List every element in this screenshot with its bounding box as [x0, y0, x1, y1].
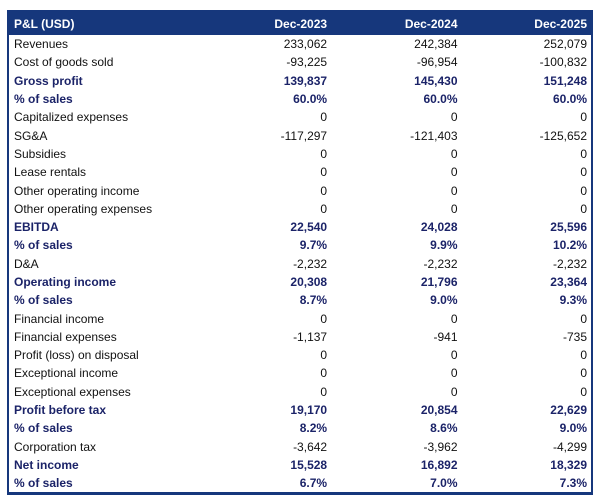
cell-value: 60.0%: [331, 90, 461, 108]
cell-value: -125,652: [462, 126, 592, 144]
cell-value: 9.3%: [462, 291, 592, 309]
cell-value: 8.2%: [201, 419, 331, 437]
cell-value: 0: [331, 108, 461, 126]
cell-value: 19,170: [201, 401, 331, 419]
table-row: [8, 328, 592, 346]
cell-value: -2,232: [462, 255, 592, 273]
row-label: Corporation tax: [8, 438, 201, 456]
row-label: Exceptional income: [8, 364, 201, 382]
row-label: Financial income: [8, 309, 201, 327]
row-label: Revenues: [8, 35, 201, 53]
cell-value: 0: [331, 383, 461, 401]
row-label: Operating income: [8, 273, 201, 291]
table-row: [8, 438, 592, 456]
row-label: Profit before tax: [8, 401, 201, 419]
row-label: Subsidies: [8, 145, 201, 163]
cell-value: -4,299: [462, 438, 592, 456]
cell-value: 0: [201, 200, 331, 218]
table-row: [8, 273, 592, 291]
cell-value: 60.0%: [201, 90, 331, 108]
pnl-table-header: [8, 11, 592, 35]
cell-value: 0: [462, 181, 592, 199]
row-label: Other operating income: [8, 181, 201, 199]
cell-value: 0: [201, 108, 331, 126]
cell-value: 24,028: [331, 218, 461, 236]
cell-value: 7.0%: [331, 474, 461, 494]
cell-value: 22,629: [462, 401, 592, 419]
table-row: [8, 309, 592, 327]
cell-value: 0: [201, 181, 331, 199]
cell-value: 0: [462, 108, 592, 126]
cell-value: -100,832: [462, 53, 592, 71]
cell-value: 0: [331, 145, 461, 163]
row-label: SG&A: [8, 126, 201, 144]
cell-value: 0: [331, 200, 461, 218]
cell-value: 0: [462, 346, 592, 364]
header-row: [8, 11, 592, 35]
cell-value: 0: [331, 181, 461, 199]
header-cell-period: Dec-2024: [331, 11, 461, 35]
cell-value: 23,364: [462, 273, 592, 291]
cell-value: 0: [331, 364, 461, 382]
cell-value: -93,225: [201, 53, 331, 71]
cell-value: 9.9%: [331, 236, 461, 254]
table-row: [8, 255, 592, 273]
cell-value: 0: [201, 383, 331, 401]
table-row: [8, 200, 592, 218]
cell-value: 0: [201, 364, 331, 382]
table-row: [8, 181, 592, 199]
table-row: [8, 456, 592, 474]
table-row: [8, 218, 592, 236]
pnl-table: [7, 10, 593, 495]
row-label: Net income: [8, 456, 201, 474]
cell-value: 0: [462, 163, 592, 181]
cell-value: 0: [462, 364, 592, 382]
header-cell-title: P&L (USD): [8, 11, 201, 35]
cell-value: 0: [331, 309, 461, 327]
row-label: Lease rentals: [8, 163, 201, 181]
cell-value: 151,248: [462, 72, 592, 90]
cell-value: 18,329: [462, 456, 592, 474]
table-row: [8, 401, 592, 419]
table-row: [8, 291, 592, 309]
table-row: [8, 474, 592, 494]
cell-value: 8.6%: [331, 419, 461, 437]
row-label: Profit (loss) on disposal: [8, 346, 201, 364]
table-row: [8, 383, 592, 401]
row-label: D&A: [8, 255, 201, 273]
cell-value: -121,403: [331, 126, 461, 144]
cell-value: 8.7%: [201, 291, 331, 309]
cell-value: -941: [331, 328, 461, 346]
table-row: [8, 72, 592, 90]
row-label: % of sales: [8, 236, 201, 254]
cell-value: 0: [462, 309, 592, 327]
cell-value: -96,954: [331, 53, 461, 71]
cell-value: -117,297: [201, 126, 331, 144]
table-row: [8, 163, 592, 181]
cell-value: 10.2%: [462, 236, 592, 254]
table-row: [8, 419, 592, 437]
row-label: Financial expenses: [8, 328, 201, 346]
cell-value: 20,308: [201, 273, 331, 291]
table-row: [8, 364, 592, 382]
cell-value: 0: [201, 163, 331, 181]
cell-value: 9.0%: [331, 291, 461, 309]
cell-value: 139,837: [201, 72, 331, 90]
cell-value: 233,062: [201, 35, 331, 53]
table-row: [8, 236, 592, 254]
cell-value: 15,528: [201, 456, 331, 474]
cell-value: 22,540: [201, 218, 331, 236]
cell-value: 20,854: [331, 401, 461, 419]
cell-value: 0: [201, 309, 331, 327]
table-row: [8, 53, 592, 71]
table-row: [8, 90, 592, 108]
cell-value: -2,232: [201, 255, 331, 273]
table-row: [8, 35, 592, 53]
cell-value: 9.0%: [462, 419, 592, 437]
cell-value: -735: [462, 328, 592, 346]
cell-value: 0: [201, 346, 331, 364]
row-label: % of sales: [8, 419, 201, 437]
row-label: % of sales: [8, 474, 201, 494]
cell-value: -1,137: [201, 328, 331, 346]
cell-value: 145,430: [331, 72, 461, 90]
row-label: Gross profit: [8, 72, 201, 90]
cell-value: 6.7%: [201, 474, 331, 494]
row-label: EBITDA: [8, 218, 201, 236]
cell-value: -3,642: [201, 438, 331, 456]
header-cell-period: Dec-2025: [462, 11, 592, 35]
cell-value: 252,079: [462, 35, 592, 53]
row-label: Capitalized expenses: [8, 108, 201, 126]
row-label: Cost of goods sold: [8, 53, 201, 71]
pnl-table-container: [7, 10, 593, 495]
row-label: % of sales: [8, 291, 201, 309]
header-cell-period: Dec-2023: [201, 11, 331, 35]
cell-value: 0: [201, 145, 331, 163]
cell-value: 16,892: [331, 456, 461, 474]
row-label: Exceptional expenses: [8, 383, 201, 401]
cell-value: 0: [462, 383, 592, 401]
table-row: [8, 126, 592, 144]
cell-value: 7.3%: [462, 474, 592, 494]
cell-value: 0: [331, 346, 461, 364]
table-row: [8, 346, 592, 364]
table-row: [8, 108, 592, 126]
cell-value: -2,232: [331, 255, 461, 273]
cell-value: 242,384: [331, 35, 461, 53]
cell-value: -3,962: [331, 438, 461, 456]
row-label: % of sales: [8, 90, 201, 108]
cell-value: 60.0%: [462, 90, 592, 108]
cell-value: 0: [462, 200, 592, 218]
table-row: [8, 145, 592, 163]
row-label: Other operating expenses: [8, 200, 201, 218]
cell-value: 9.7%: [201, 236, 331, 254]
cell-value: 0: [331, 163, 461, 181]
pnl-table-body: [8, 35, 592, 494]
cell-value: 25,596: [462, 218, 592, 236]
cell-value: 21,796: [331, 273, 461, 291]
cell-value: 0: [462, 145, 592, 163]
